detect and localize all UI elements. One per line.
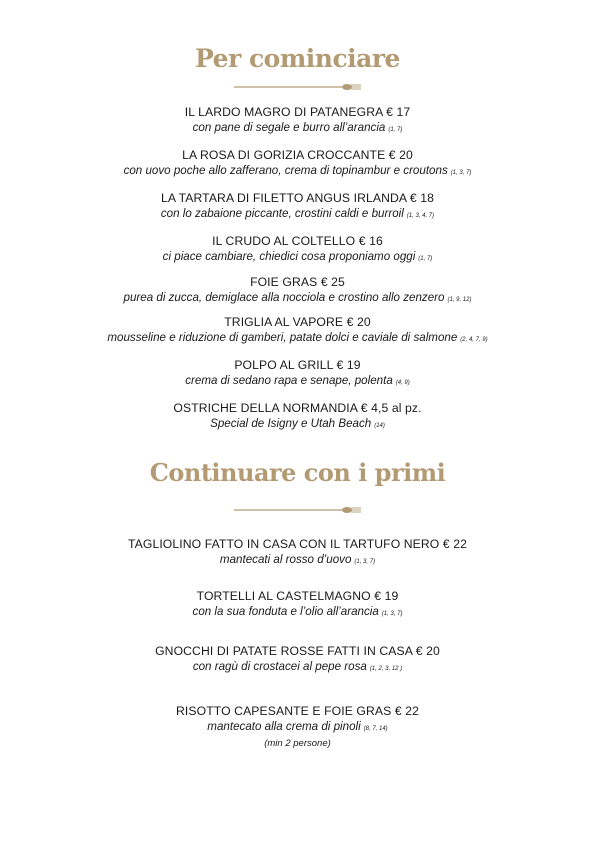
dish-name: TAGLIOLINO FATTO IN CASA CON IL TARTUFO NERO € 22 [128,537,467,551]
dish-name: OSTRICHE DELLA NORMANDIA € 4,5 al pz. [173,401,422,415]
allergens: (1, 3, 7) [450,170,472,176]
serving-note: (min 2 persone) [264,738,331,749]
fork-icon [234,82,362,92]
dish-description: Special de Isigny e Utah Beach (14) [210,417,385,430]
allergens: (14) [374,423,385,429]
dish-name: TRIGLIA AL VAPORE € 20 [224,315,371,329]
dish-description: con la sua fonduta e l’olio all’arancia (1, 3, 7) [192,605,403,618]
dish-description: mantecati al rosso d’uovo (1, 3, 7) [219,553,376,566]
dish-description: ci piace cambiare, chiedici cosa proponiamo oggi (1, 7) [162,250,433,263]
menu-item [0,704,595,750]
menu-item [0,401,595,434]
allergens: (1, 3, 7) [381,611,403,617]
allergens: (8, 7, 14) [363,726,388,732]
section-title-starters: Per cominciare [195,44,400,73]
dish-name: IL LARDO MAGRO DI PATANEGRA € 17 [184,105,411,119]
menu-item [0,644,595,677]
allergens: (1, 7) [418,256,433,262]
dish-description: purea di zucca, demiglace alla nocciola e crostino allo zenzero (1, 9, 12) [123,291,472,304]
dish-description: con ragù di crostacei al pepe rosa (1, 2, 3, 12 ) [192,660,403,673]
menu-item [0,589,595,622]
dish-name: GNOCCHI DI PATATE ROSSE FATTI IN CASA € 20 [155,644,440,658]
menu-item [0,315,595,348]
fork-icon [234,505,362,515]
dish-description: mantecato alla crema di pinoli (8, 7, 14) [207,720,388,733]
dish-name: FOIE GRAS € 25 [250,275,345,289]
allergens: (1, 3, 7) [354,559,376,565]
allergens: (1, 7) [388,127,403,133]
dish-name: IL CRUDO AL COLTELLO € 16 [212,234,383,248]
dish-description: con uovo poche allo zafferano, crema di topinambur e croutons (1, 3, 7) [123,164,472,177]
allergens: (2, 4, 7, 9) [460,337,488,343]
allergens: (1, 9, 12) [447,297,472,303]
menu-item [0,358,595,391]
menu-item [0,105,595,138]
menu-item [0,148,595,181]
menu-item [0,537,595,570]
menu-item [0,275,595,308]
dish-description: con lo zabaione piccante, crostini caldi e burroil (1, 3, 4, 7) [160,207,435,220]
dish-name: POLPO AL GRILL € 19 [234,358,361,372]
menu-item [0,234,595,267]
dish-description: con pane di segale e burro all’arancia (1, 7) [192,121,403,134]
dish-name: LA ROSA DI GORIZIA CROCCANTE € 20 [182,148,413,162]
allergens: (4, 9) [395,380,410,386]
section-title-primi: Continuare con i primi [149,458,446,487]
allergens: (1, 2, 3, 12 ) [369,666,403,672]
dish-name: RISOTTO CAPESANTE E FOIE GRAS € 22 [176,704,419,718]
menu-item [0,191,595,224]
dish-description: mousseline e riduzione di gamberi, patate dolci e caviale di salmone (2, 4, 7, 9) [107,331,488,344]
dish-name: LA TARTARA DI FILETTO ANGUS IRLANDA € 18 [160,191,435,205]
allergens: (1, 3, 4, 7) [406,213,435,219]
dish-name: TORTELLI AL CASTELMAGNO € 19 [196,589,399,603]
dish-description: crema di sedano rapa e senape, polenta (4, 9) [185,374,410,387]
